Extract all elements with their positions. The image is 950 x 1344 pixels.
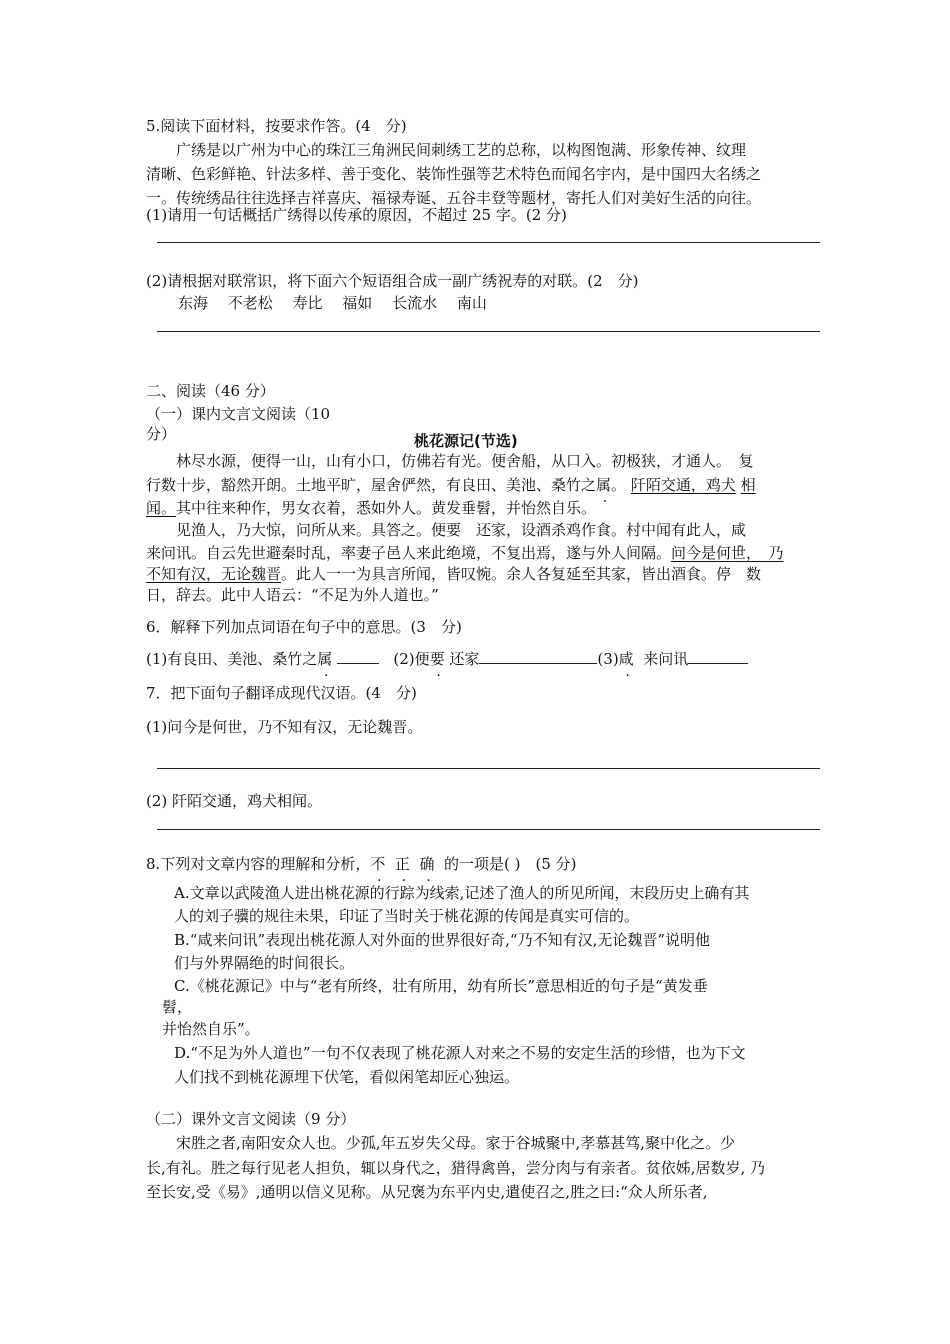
section2-line-1: 宋胜之者,南阳安众人也。少孤,年五岁失父母。家于谷城聚中,孝慕甚笃,聚中化之。少 bbox=[146, 1134, 736, 1152]
q8-option-c-line-1: C.《桃花源记》中与“老有所终，壮有所用，幼有所长”意思相近的句子是“黄发垂 bbox=[174, 977, 708, 995]
text: 还家 bbox=[449, 650, 480, 668]
part2-heading: 二、阅读（46 分） bbox=[146, 382, 275, 400]
q7-answer-line-2[interactable] bbox=[157, 829, 820, 830]
q8-heading bbox=[146, 853, 577, 875]
section2-heading: （二）课外文言文阅读（9 分） bbox=[146, 1110, 356, 1128]
text: (2)便 bbox=[393, 650, 430, 668]
underlined-phrase: 相 bbox=[740, 476, 756, 494]
q8-option-a-line-1: A.文章以武陵渔人进出桃花源的行踪为线索,记述了渔人的所见所闻，末段历史上确有其 bbox=[174, 884, 750, 902]
section1-heading-cont: 分） bbox=[146, 425, 177, 443]
q8-option-b-line-1: B.“咸来问讯”表现出桃花源人对外面的世界很好奇,“乃不知有汉,无论魏晋”说明他 bbox=[174, 931, 711, 949]
q6-items bbox=[146, 648, 748, 670]
underlined-phrase: 阡陌交通，鸡犬 bbox=[630, 476, 736, 494]
q7-answer-line-1[interactable] bbox=[157, 768, 820, 769]
q8-option-c-line-3: 并怡然自乐”。 bbox=[162, 1020, 260, 1038]
section1-heading: （一）课内文言文阅读（10 bbox=[146, 405, 331, 423]
underlined-phrase: 闻。 bbox=[146, 499, 177, 517]
text: 行数十步，豁然开朗。土地平旷，屋舍俨然，有良田、美池、桑竹之 bbox=[146, 476, 597, 494]
passage-p1-line-3 bbox=[146, 497, 596, 519]
section2-line-2: 长,有礼。胜之每行见老人担负，辄以身代之，猎得禽兽，尝分肉与有亲者。贫依姊,居数岁, 乃 bbox=[146, 1159, 766, 1177]
passage-p1-line-2 bbox=[146, 474, 756, 496]
underlined-phrase: 不知有汉，无论魏晋 bbox=[146, 565, 282, 583]
q7-heading: 7．把下面句子翻译成现代汉语。(4 分) bbox=[146, 684, 417, 702]
text: (1)有良田、美池、桑竹之 bbox=[146, 650, 318, 668]
text: 其中往来种作，男女衣着，悉如外人。黄发垂髫，并怡然自乐。 bbox=[176, 499, 597, 517]
q5-answer-line-1[interactable] bbox=[157, 242, 820, 243]
q8-option-d-line-1: D.“不足为外人道也”一句不仅表现了桃花源人对来之不易的安定生活的珍惜，也为下文 bbox=[174, 1044, 746, 1062]
text: 的一项是( ) (5 分) bbox=[444, 855, 577, 873]
q6-blank-2[interactable] bbox=[479, 649, 597, 664]
passage-p2-line-1 bbox=[146, 519, 746, 541]
dotted-word: 属 bbox=[317, 650, 333, 668]
q5-sub-question-1: (1)请用一句话概括广绣得以传承的原因，不超过 25 字。(2 分) bbox=[146, 206, 567, 224]
text: 还家，设酒杀鸡作食。村中闻有此人， bbox=[461, 521, 732, 539]
dotted-word: 正 bbox=[394, 855, 410, 873]
passage-title: 桃花源记(节选) bbox=[414, 432, 518, 450]
q7-sentence-2: (2) 阡陌交通，鸡犬相闻。 bbox=[146, 792, 323, 810]
passage-p1-line-1: 林尽水源，便得一山，山有小口，仿佛若有光。便舍船，从口入。初极狭，才通人。 复 bbox=[146, 452, 754, 470]
q7-sentence-1: (1)问今是何世，乃不知有汉，无论魏晋。 bbox=[146, 718, 423, 736]
q6-blank-1[interactable] bbox=[337, 649, 379, 664]
text: 8.下列对文章内容的理解和分析， bbox=[146, 855, 371, 873]
passage-p2-line-4: 日，辞去。此中人语云：“不足为外人道也。” bbox=[146, 586, 439, 604]
q5-paragraph-line-2: 清晰、色彩鲜艳、针法多样、善于变化、装饰性强等艺术特色而闻名宇内，是中国四大名绣之 bbox=[146, 165, 762, 183]
q8-option-b-line-2: 们与外界隔绝的时间很长。 bbox=[174, 954, 355, 972]
underlined-phrase: 乃 bbox=[753, 544, 784, 562]
dotted-word: 确 bbox=[419, 855, 435, 873]
dotted-word: 咸 bbox=[618, 650, 634, 668]
dotted-word: 不 bbox=[370, 855, 386, 873]
text: 。此人一一为具言所闻，皆叹惋。余人各复延至其家，皆出酒食。停 数 bbox=[281, 565, 762, 583]
text: (3) bbox=[597, 650, 619, 668]
dotted-word: 咸 bbox=[731, 521, 747, 539]
q8-option-c-line-2: 髫， bbox=[162, 998, 193, 1016]
q8-option-d-line-2: 人们找不到桃花源埋下伏笔，看似闲笔却匠心独运。 bbox=[174, 1068, 520, 1086]
text: 见渔人，乃大惊，问所从来。具答之。便要 bbox=[146, 521, 462, 539]
text: 。 bbox=[611, 476, 627, 494]
dotted-word: 要 bbox=[429, 650, 445, 668]
text: 来问讯。自云先世避秦时乱，率妻子邑人来此绝境，不复出焉，遂与外人间隔。 bbox=[146, 544, 672, 562]
text: 来问讯 bbox=[643, 650, 689, 668]
q5-sub-question-2: (2)请根据对联常识，将下面六个短语组合成一副广绣祝寿的对联。(2 分) bbox=[146, 272, 639, 290]
passage-p2-line-3 bbox=[146, 563, 761, 585]
q6-blank-3[interactable] bbox=[688, 649, 748, 664]
q5-answer-line-2[interactable] bbox=[157, 331, 820, 332]
underlined-phrase: 问今是何世， bbox=[671, 544, 754, 562]
q8-option-a-line-2: 人的刘子骥的规往未果，印证了当时关于桃花源的传闻是真实可信的。 bbox=[174, 907, 640, 925]
dotted-word: 属 bbox=[596, 476, 612, 494]
q5-paragraph-line-1: 广绣是以广州为中心的珠江三角洲民间刺绣工艺的总称，以构图饱满、形象传神、纹理 bbox=[146, 141, 747, 159]
section2-line-3: 至长安,受《易》,通明以信义见称。从兄褒为东平内史,遣使召之,胜之曰:“众人所乐者, bbox=[146, 1183, 708, 1201]
q5-paragraph-line-3: 一。传统绣品往往选择吉祥喜庆、福禄寿诞、五谷丰登等题材，寄托人们对美好生活的向往。 bbox=[146, 189, 762, 207]
passage-p2-line-2 bbox=[146, 542, 784, 564]
q5-heading: 5.阅读下面材料，按要求作答。(4 分) bbox=[146, 117, 407, 135]
q5-phrases: 东海 不老松 寿比 福如 长流水 南山 bbox=[178, 294, 487, 312]
q6-heading: 6．解释下列加点词语在句子中的意思。(3 分) bbox=[146, 618, 462, 636]
